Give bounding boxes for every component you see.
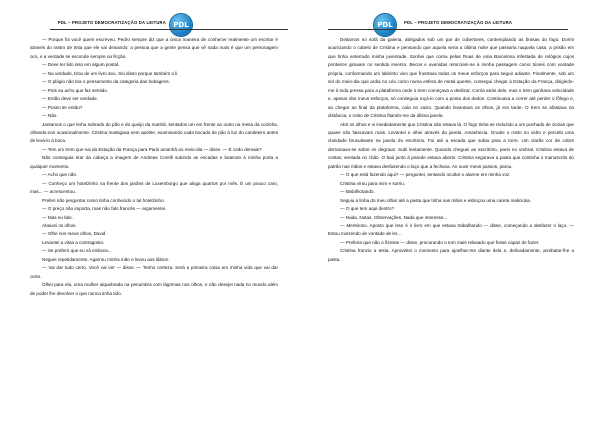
paragraph: — Vai dar tudo certo. Você vai ver — disse. — Tenho certeza. Será a primeira coisa em minha vida que vai dar certo. (30, 265, 278, 279)
paragraph: Jantamos o que tinha sobrado do pão e do queijo da manhã, sentados um em frente ao outro na mesa da cozinha, olhando-nos ocasionalmente. Cristina mastigava sem apetite, examinando cada bocado de pão à luz do candeeiro antes de levá-lo à boca. (30, 121, 278, 144)
header-rule (50, 29, 288, 30)
right-page (300, 0, 600, 424)
paragraph: Abaixei os olhos. (42, 222, 77, 228)
paragraph: Cristina franziu a testa. Aproveitei o momento para ajoelhar-me diante dela e, delicadamente, arrebatar-lhe a pasta. (328, 248, 574, 262)
paragraph: — Olhe nos meus olhos, David. (42, 231, 107, 237)
paragraph: Abri os olhos e vi imediatamente que Cristina não estava lá. O fogo tinha se reduzido a um punhado de cinzas que quase não faiscavam mais. Levantei e olhei através da janela. Amanhecia. Grudei o rosto no vidro e percebi uma claridade bruxuleante na janela do escritório. Fui até a escada que subia para a torre. Um clarão cor de cobre derramava-se sobre os degraus. Subi lentamente. Quando cheguei ao escritório, parei no umbral. Cristina estava de costas, sentada no chão. O baú junto à parede estava aberto. Cristina segurava a pasta que continha o manuscrito do patrão nas mãos e estava desfazendo o laço que a fechava. Ao ouvir meus passos, parou. (328, 121, 574, 169)
paragraph: — O preço não importa, mas não falo francês — argumentei. (42, 206, 167, 212)
paragraph: — Acho que não. (42, 172, 78, 178)
paragraph: — Conheço um hotelzinho na frente dos jardins de Luxemburgo que aluga quartos por mês. É um pouco caro, mas... — acrescentou. (30, 180, 278, 195)
paragraph: — Posso ler então? (42, 104, 83, 110)
paragraph: — Se preferir que eu vá embora... (42, 248, 112, 254)
paragraph: — Pois eu acho que faz sentido. (42, 87, 109, 93)
paragraph: — O plágio não tira o pensamento da categoria das bobagens. (42, 79, 170, 85)
paragraph: — Tem um trem que sai da Estação da França para Paris amanhã ao meio-dia — disse. — É cedo demais? (42, 146, 262, 152)
header-title: PDL – PROJETO DEMOCRATIZAÇÃO DA LEITURA (57, 20, 166, 25)
paragraph: Neguei repetidamente. Agarrou minha mão e levou aos lábios. (42, 256, 170, 262)
pdl-logo-icon: PDL (374, 14, 396, 36)
paragraph: — O que tem aqui dentro? (340, 206, 395, 212)
paragraph: Deitamos no sofá da galeria, abrigados sob um par de cobertores, contemplando as brasas do fogo. Dormi acariciando o cabelo de Cristina e pensando que aquela seria a última noite que passaria naquela casa, a prisão em que tinha enterrado minha juventude. Sonhei que corria pelas Ruas de uma Barcelona infestada de relógios cujos ponteiros giravam no sentido inverso. Becos e avenidas retorciam-se à minha passagem como túneis com vontade própria, conformando um labirinto vivo que frustrava todos os meus esforços para seguir adiante. Finalmente, sob um sol do meio-dia que ardia no céu como numa esfera de metal quente, consegui chegar à Estação da França, dirigindo-me à toda pressa para a plataforma onde o trem começava a deslizar. Corria atrás dele, mas o trem ganhava velocidade e, apesar dos meus esforços, só conseguia roçá-lo com a ponta dos dedos. Continuava a correr até perder o fôlego e, ao chegar ao final da plataforma, caía no vazio. Quando levantava os olhos, já era tarde. O trem se afastava na distância, o rosto de Cristina fitando-me da última janela. (328, 37, 574, 119)
paragraph: — Não. (42, 113, 58, 119)
paragraph: Preferi não perguntar como tinha conhecido o tal hotelzinho. (42, 197, 165, 203)
paragraph: Olhei para ela, uma mulher alquebrada na penumbra com lágrimas nos olhos, e não desejei nada no mundo além de poder lhe devolver o que nunca tinha tido. (30, 282, 278, 296)
paragraph: — Mentiroso. Aposto que isso é o livro em que estava trabalhando — disse, começando a desfazer o laço. — Estou morrendo de vontade de ler... (328, 222, 574, 237)
paragraph: — Porque foi você quem escreveu. Pedro sempre diz que a única maneira de conhecer realmente um escritor é através do rastro de tinta que ele vai deixando: a pessoa que a gente pensa que vê nada mais é que um personagem oco, e a verdade se esconde sempre na ficção. (30, 37, 278, 59)
paragraph: — Mas eu falo. (42, 214, 73, 220)
left-page-body (30, 36, 278, 298)
paragraph: — Preferia que não o fizesse — disse, procurando o tom mais relaxado que fosse capaz de fazer. (340, 239, 540, 245)
paragraph: Cristina virou para mim e sorriu. (340, 180, 406, 186)
paragraph: — Então deve ser verdade. (42, 96, 98, 102)
paragraph: — Bisbilhotando. (340, 189, 375, 195)
paragraph: — Nada. Notas. Observações. Nada que interesse... (340, 214, 448, 220)
paragraph: Seguiu a linha do meu olhar até a pasta que tinha nas mãos e esboçou uma careta maliciosa. (340, 197, 532, 203)
header-title: PDL – PROJETO DEMOCRATIZAÇÃO DA LEITURA (404, 20, 513, 25)
paragraph: — Na verdade, tirou de um livro seu. Sei disso porque também o li. (42, 70, 179, 76)
paragraph: Não conseguia tirar da cabeça a imagem de Andreas Corelli subindo as escadas e batendo à minha porta a qualquer momento. (30, 155, 278, 169)
paragraph: — Deve ter lido isso em algum postal. (42, 62, 120, 68)
right-page-body (328, 36, 574, 264)
paragraph: Levantei a vista a contragosto. (42, 239, 105, 245)
pdl-logo-icon: PDL (170, 14, 192, 36)
header-rule (328, 29, 568, 30)
paragraph: — O que está fazendo aqui? — perguntei, tentando ocultar o alarme em minha voz. (340, 172, 511, 178)
